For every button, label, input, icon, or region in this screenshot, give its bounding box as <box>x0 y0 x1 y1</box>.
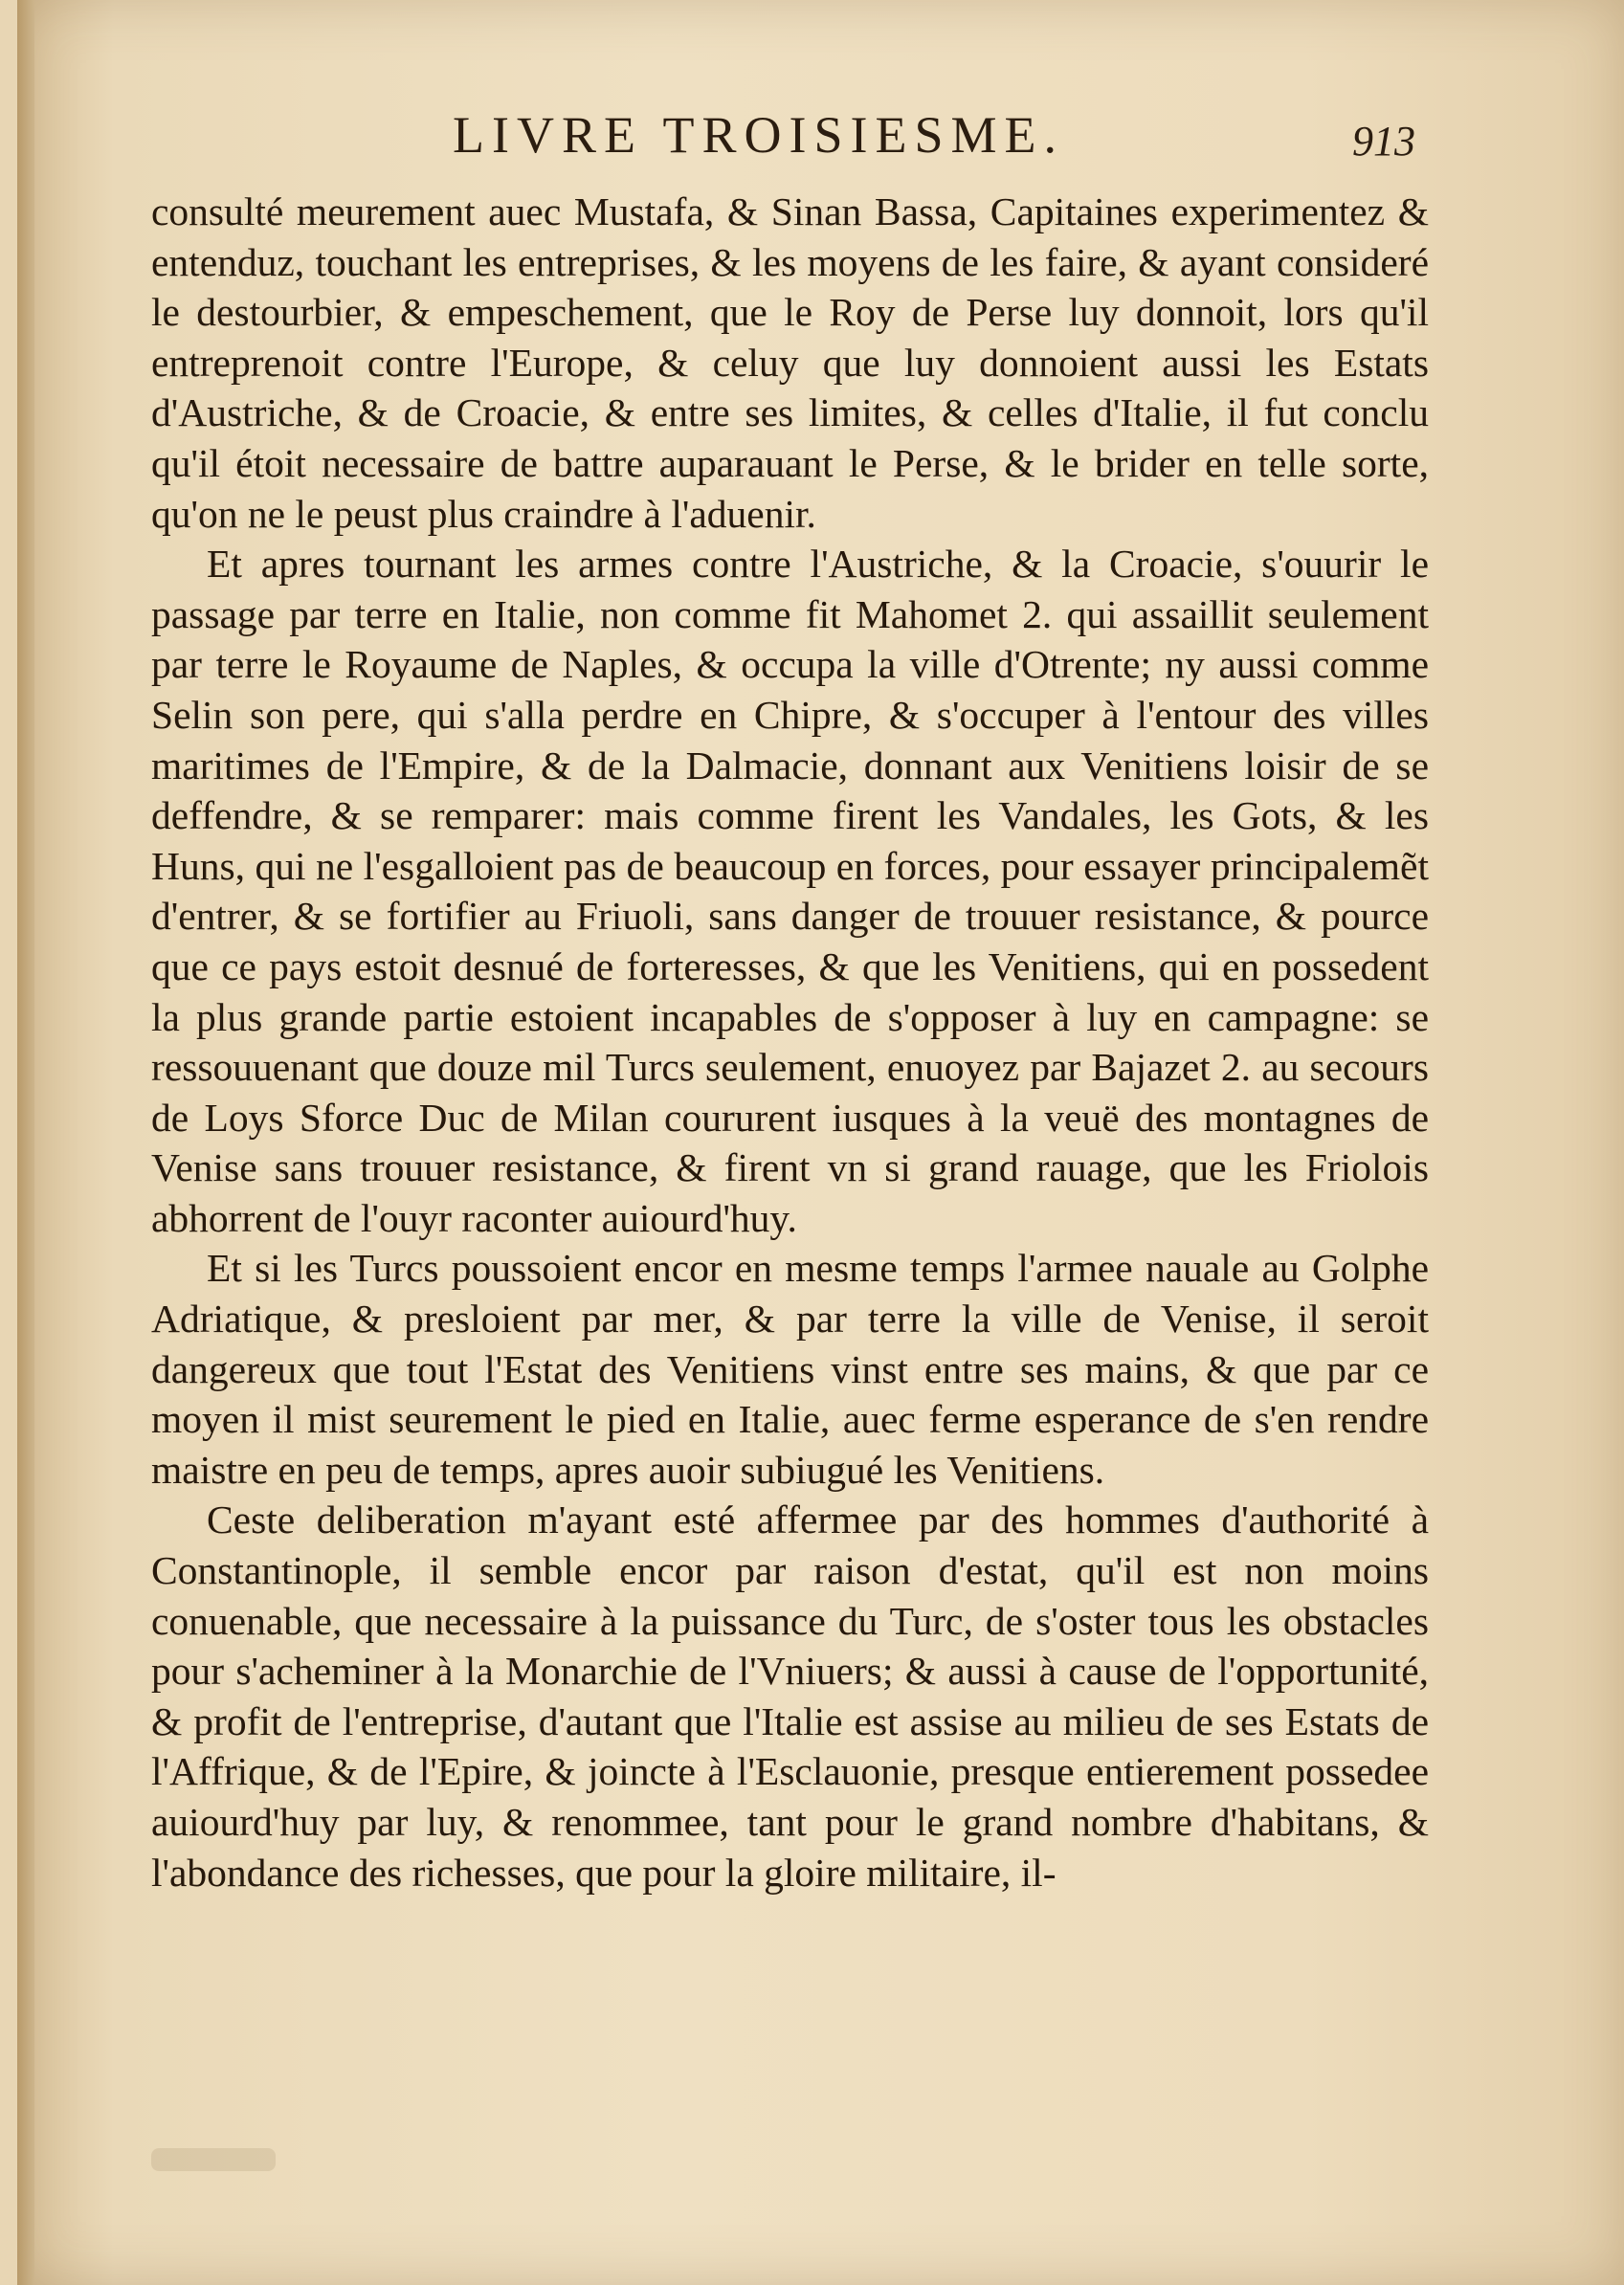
book-page <box>17 0 1624 2285</box>
page-gutter <box>17 0 34 2285</box>
paragraph: Et apres tournant les armes contre l'Austriche, & la Croacie, s'ouurir le passage par terre en Italie, non comme fit Mahomet 2. qui assaillit seulement par terre le Royaume de Naples, & occupa la ville d'Otrente; ny aussi comme Selin son pere, qui s'alla perdre en Chipre, & s'occuper à l'entour des villes maritimes de l'Empire, & de la Dalmacie, donnant aux Venitiens loisir de se deffendre, & se remparer: mais comme firent les Vandales, les Gots, & les Huns, qui ne l'esgalloient pas de beaucoup en forces, pour essayer principalemẽt d'entrer, & se fortifier au Friuoli, sans danger de trouuer resistance, & pource que ce pays estoit desnué de forteresses, & que les Venitiens, qui en possedent la plus grande partie estoient incapables de s'opposer à luy en campagne: se ressouuenant que douze mil Turcs seulement, enuoyez par Bajazet 2. au secours de Loys Sforce Duc de Milan coururent iusques à la veuë des montagnes de Venise sans trouuer resistance, & firent vn si grand rauage, que les Friolois abhorrent de l'ouyr raconter auiourd'huy. <box>151 542 1429 1240</box>
ink-smudge <box>151 2148 276 2171</box>
paragraph: Et si les Turcs poussoient encor en mesme temps l'armee nauale au Golphe Adriatique, & presloient par mer, & par terre la ville de Venise, il seroit dangereux que tout l'Estat des Venitiens vinst entre ses mains, & que par ce moyen il mist seurement le pied en Italie, auec ferme esperance de s'en rendre maistre en peu de temps, apres auoir subiugué les Venitiens. <box>151 1246 1429 1492</box>
running-title: LIVRE TROISIESME. <box>453 106 1065 164</box>
page-number: 913 <box>1352 118 1415 165</box>
paragraph: consulté meurement auec Mustafa, & Sinan Bassa, Capitaines experimentez & entenduz, touchant les entreprises, & les moyens de les faire, & ayant consideré le destourbier, & empeschement, que le Roy de Perse luy donnoit, lors qu'il entreprenoit contre l'Europe, & celuy que luy donnoient aussi les Estats d'Austriche, & de Croacie, & entre ses limites, & celles d'Italie, il fut conclu qu'il étoit necessaire de battre auparauant le Perse, & le brider en telle sorte, qu'on ne le peust plus craindre à l'aduenir. <box>151 189 1429 536</box>
page-header <box>17 105 1624 163</box>
body-text <box>151 187 1429 1897</box>
paragraph: Ceste deliberation m'ayant esté affermee par des hommes d'authorité à Constantinople, il semble encor par raison d'estat, qu'il est non moins conuenable, que necessaire à la puissance du Turc, de s'oster tous les obstacles pour s'acheminer à la Monarchie de l'Vniuers; & aussi à cause de l'opportunité, & profit de l'entreprise, d'autant que l'Italie est assise au milieu de ses Estats de l'Affrique, & de l'Epire, & joincte à l'Esclauonie, presque entierement possedee auiourd'huy par luy, & renommee, tant pour le grand nombre d'habitans, & l'abondance des richesses, que pour la gloire militaire, il- <box>151 1497 1429 1895</box>
